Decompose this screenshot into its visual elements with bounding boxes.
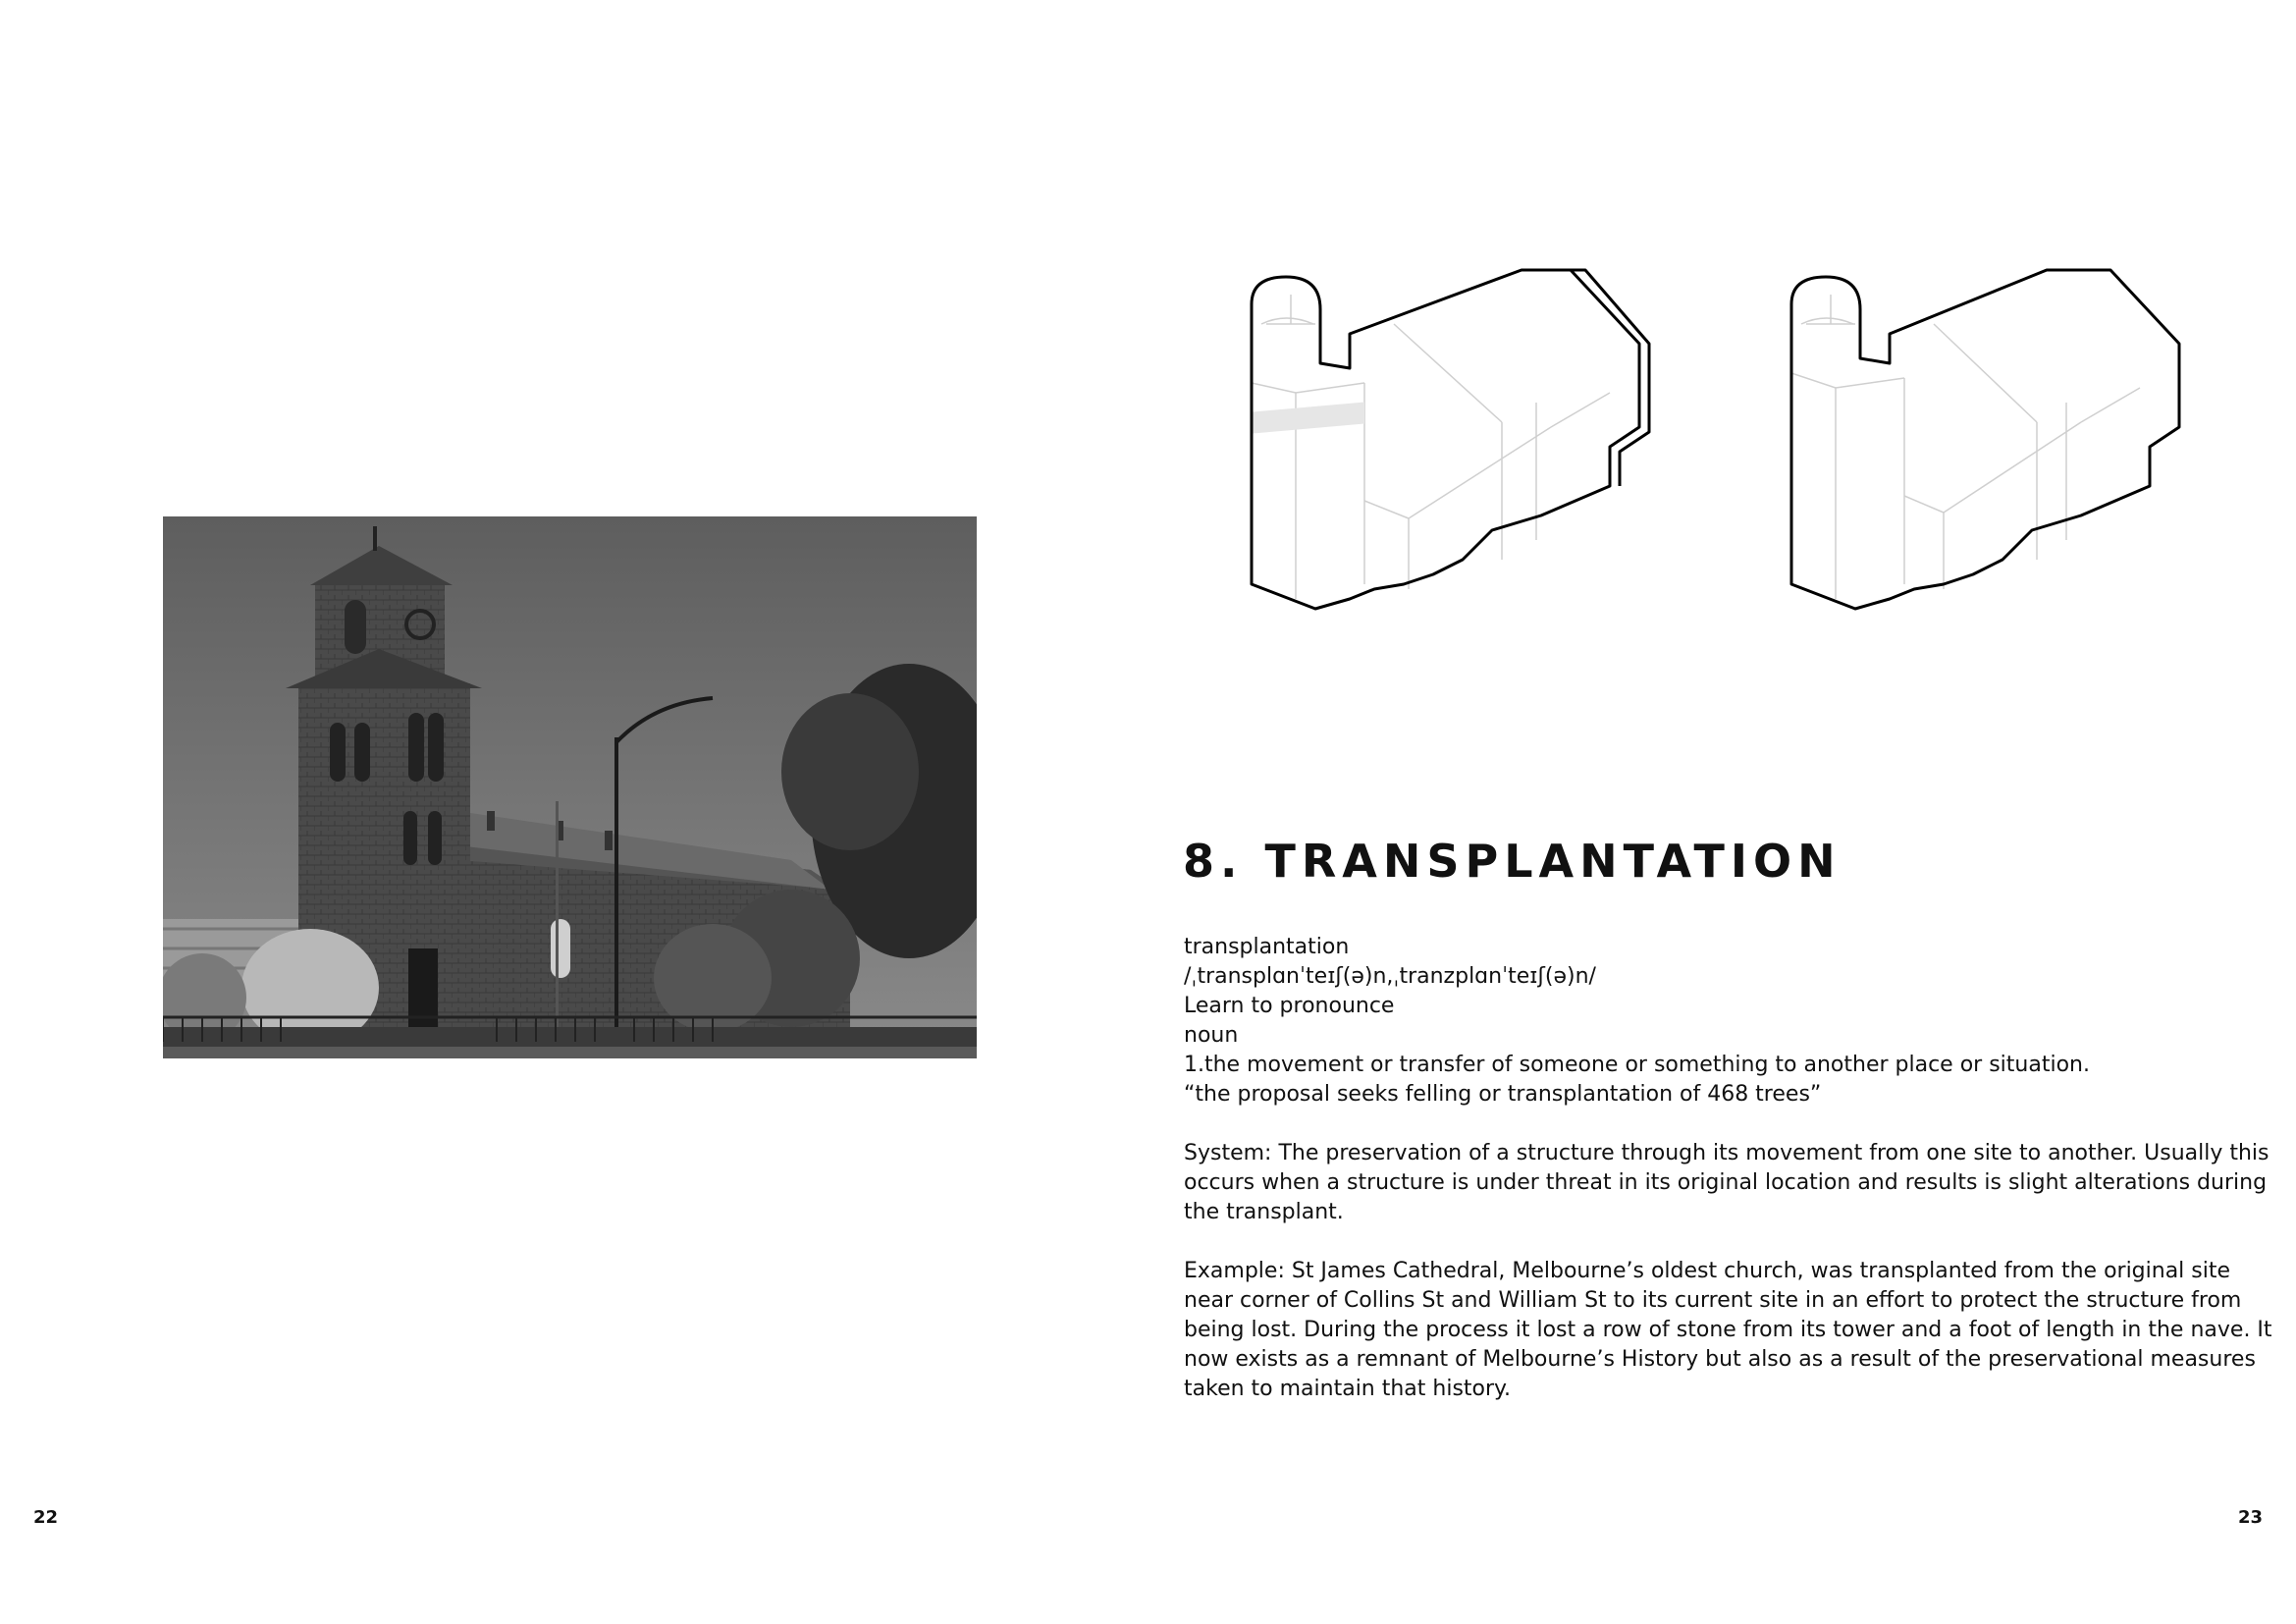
definition-phonetic: /ˌtransplɑnˈteɪʃ(ə)n,ˌtranzplɑnˈteɪʃ(ə)n/ bbox=[1184, 964, 1596, 989]
church-axonometric-before bbox=[1247, 265, 1669, 619]
church-photo bbox=[163, 516, 977, 1058]
page-number-right: 23 bbox=[2238, 1507, 2264, 1528]
pronounce-label: Learn to pronounce bbox=[1184, 994, 1395, 1018]
page-number-left: 22 bbox=[33, 1507, 59, 1528]
section-title: 8. TRANSPLANTATION bbox=[1183, 835, 1842, 888]
church-axonometric-after bbox=[1787, 265, 2199, 619]
system-paragraph: System: The preservation of a structure through its movement from one site to another. Usually this occurs when a structure is under threat in its original location and results is slight alterations during the transplant. bbox=[1184, 1141, 2269, 1224]
definition-meaning: 1.the movement or transfer of someone or something to another place or situation. bbox=[1184, 1053, 2090, 1077]
definition-block bbox=[1184, 933, 2273, 1404]
part-of-speech: noun bbox=[1184, 1023, 1239, 1048]
definition-example-quote: “the proposal seeks felling or transplantation of 468 trees” bbox=[1184, 1082, 1822, 1107]
definition-word: transplantation bbox=[1184, 935, 1350, 959]
example-paragraph: Example: St James Cathedral, Melbourne’s oldest church, was transplanted from the original site near corner of Collins St and William St to its current site in an effort to protect the structure from being lost. During the process it lost a row of stone from its tower and a foot of length in the nave. It now exists as a remnant of Melbourne’s History but also as a result of the preservational measures taken to maintain that history. bbox=[1184, 1259, 2272, 1401]
